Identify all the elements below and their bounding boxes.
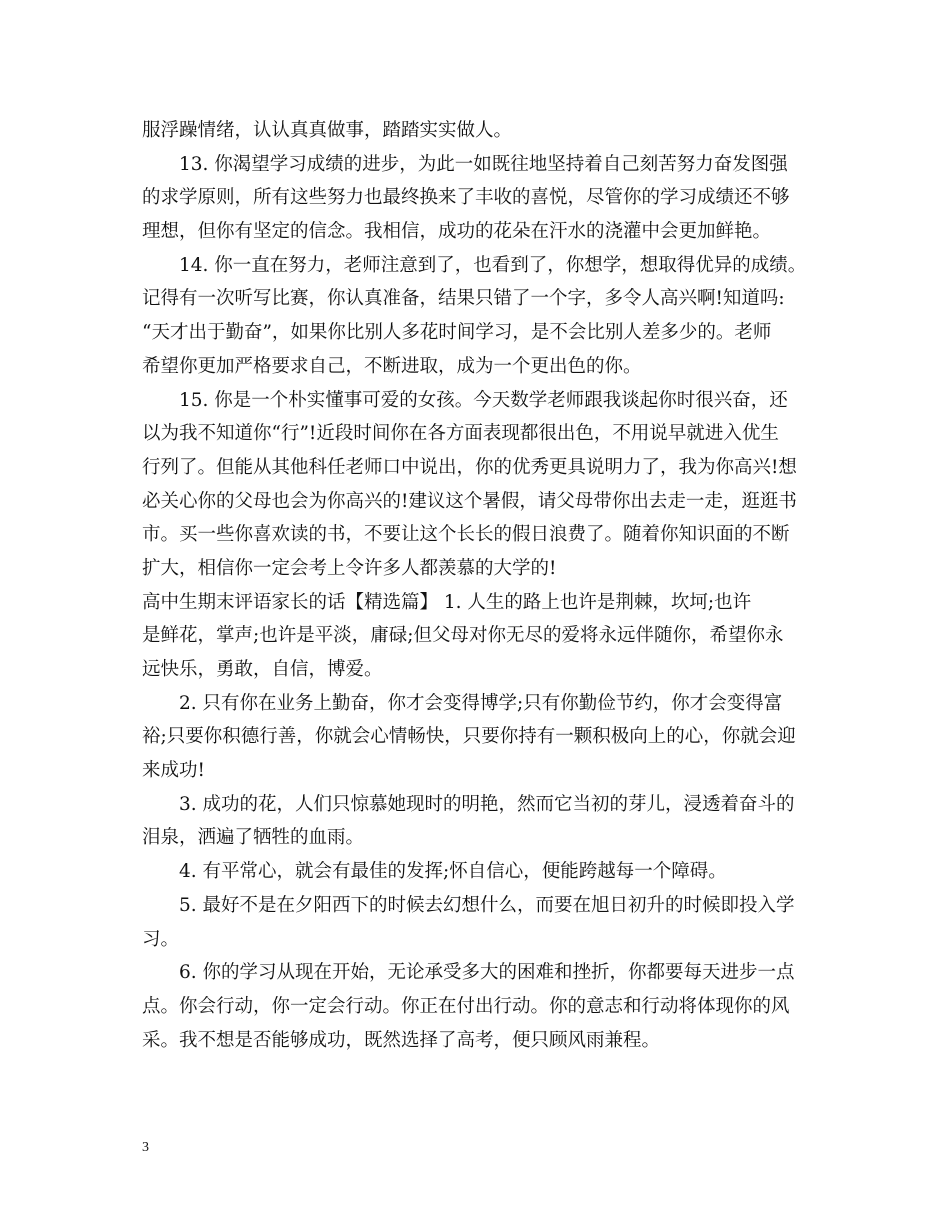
text-line: 远快乐，勇敢，自信，博爱。 [142,659,383,680]
text-line: 的求学原则，所有这些努力也最终换来了丰收的喜悦，尽管你的学习成绩还不够 [142,187,790,209]
text-line: 记得有一次听写比赛，你认真准备，结果只错了一个字，多令人高兴啊!知道吗: [142,288,785,310]
document-body [142,114,817,1057]
text-line: 5. 最好不是在夕阳西下的时候去幻想什么，而要在旭日初升的时候即投入学 [179,894,795,916]
text-line: 3. 成功的花，人们只惊慕她现时的明艳，然而它当初的芽儿，浸透着奋斗的 [179,793,795,815]
text-line: 习。 [142,928,180,950]
text-line: 来成功! [142,760,205,782]
text-line: 裕;只要你积德行善，你就会心情畅快，只要你持有一颗积极向上的心，你就会迎 [142,726,796,748]
text-line: 13. 你渴望学习成绩的进步，为此一如既往地坚持着自己刻苦努力奋发图强 [179,153,788,175]
text-line: 行列了。但能从其他科任老师口中说出，你的优秀更具说明力了，我为你高兴!想 [142,456,797,478]
text-line: 市。买一些你喜欢读的书，不要让这个长长的假日浪费了。随着你知识面的不断 [142,524,790,546]
text-line: 15. 你是一个朴实懂事可爱的女孩。今天数学老师跟我谈起你时很兴奋，还 [179,389,788,411]
text-line: 14. 你一直在努力，老师注意到了，也看到了，你想学，想取得优异的成绩。 [179,254,807,276]
text-line: 点。你会行动，你一定会行动。你正在付出行动。你的意志和行动将体现你的风 [142,995,790,1017]
text-line: 高中生期末评语家长的话【精选篇】 1. 人生的路上也许是荆棘，坎坷;也许 [142,591,752,613]
text-line: “天才出于勤奋”，如果你比别人多花时间学习，是不会比别人差多少的。老师 [142,322,772,344]
text-line: 希望你更加严格要求自己，不断进取，成为一个更出色的你。 [142,355,642,377]
text-line: 2. 只有你在业务上勤奋，你才会变得博学;只有你勤俭节约，你才会变得富 [179,692,783,714]
text-line: 扩大，相信你一定会考上令许多人都羡慕的大学的! [142,557,557,579]
text-line: 以为我不知道你“行”!近段时间你在各方面表现都很出色，不用说早就进入优生 [142,423,779,445]
text-line: 泪泉，洒遍了牺牲的血雨。 [142,827,365,849]
page-number: 3 [142,1140,149,1155]
text-line: 服浮躁情绪，认认真真做事，踏踏实实做人。 [142,120,513,141]
text-line: 是鲜花，掌声;也许是平淡，庸碌;但父母对你无尽的爱将永远伴随你，希望你永 [142,625,784,647]
text-line: 4. 有平常心，就会有最佳的发挥;怀自信心，便能跨越每一个障碍。 [179,861,727,883]
text-line: 6. 你的学习从现在开始，无论承受多大的困难和挫折，你都要每天进步一点 [179,962,795,984]
text-line: 理想，但你有坚定的信念。我相信，成功的花朵在汗水的浇灌中会更加鲜艳。 [142,221,772,243]
text-line: 采。我不想是否能够成功，既然选择了高考，便只顾风雨兼程。 [142,1029,661,1051]
text-line: 必关心你的父母也会为你高兴的!建议这个暑假，请父母带你出去走一走，逛逛书 [142,490,797,512]
